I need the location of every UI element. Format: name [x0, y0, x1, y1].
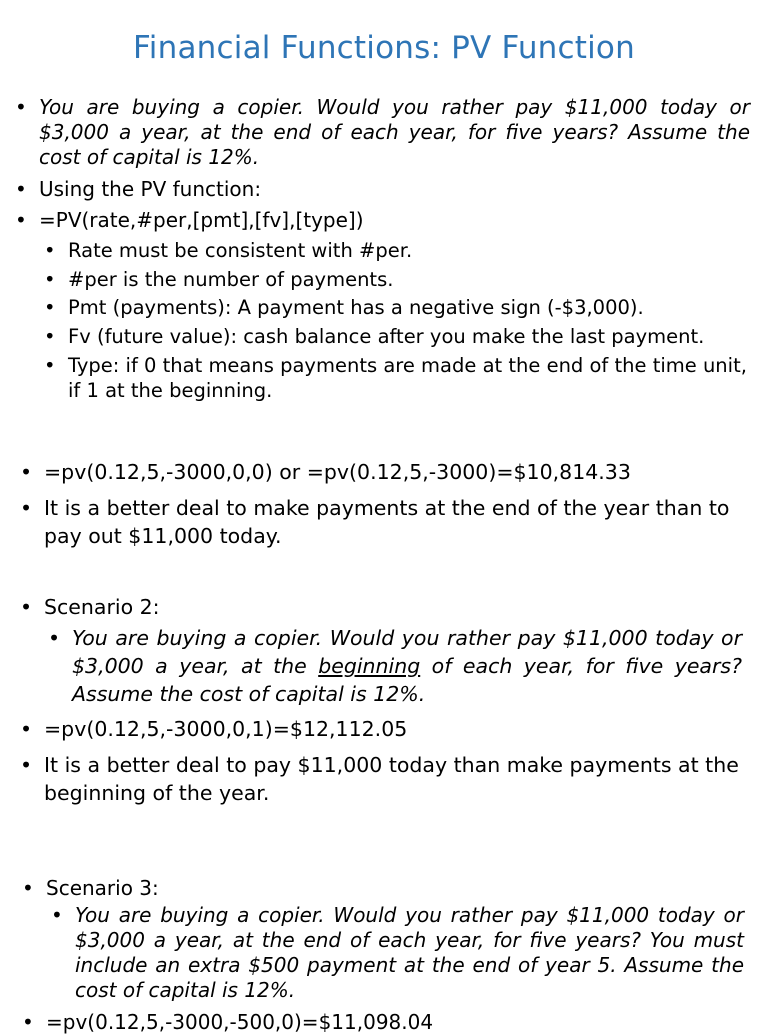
scenario3-label: • Scenario 3:: [46, 875, 750, 901]
scenario2-question: [72, 624, 742, 708]
scenario2-question-start: You are buying a copier. Would you rather pay $11,000 today or $3,000 a year, at the: [72, 626, 742, 678]
scenario2-formula: • =pv(0.12,5,-3000,0,1)=$12,112.05: [44, 715, 742, 743]
scenario1-formula: • =pv(0.12,5,-3000,0,0) or =pv(0.12,5,-3000)=$10,814.33: [44, 458, 742, 486]
scenario2-question-emphasis: beginning: [318, 654, 421, 678]
intro-question: • You are buying a copier. Would you rather pay $11,000 today or $3,000 a year, at the end of each year, for five years? Assume the cost of capital is 12%.: [39, 95, 750, 170]
page-title: Financial Functions: PV Function: [133, 30, 635, 66]
detail-rate: • Rate must be consistent with #per.: [68, 238, 750, 263]
scenario2-question-end: of each year, for five years? Assume the cost of capital is 12%.: [72, 654, 742, 706]
pv-syntax: • =PV(rate,#per,[pmt],[fv],[type]): [39, 208, 750, 233]
scenario1-conclusion: • It is a better deal to make payments at the end of the year than to pay out $11,000 today.: [44, 494, 742, 550]
detail-type: • Type: if 0 that means payments are made at the end of the time unit, if 1 at the beginning.: [68, 353, 750, 403]
scenario3-question: • You are buying a copier. Would you rather pay $11,000 today or $3,000 a year, at the end of each year, for five years? You must include an extra $500 payment at the end of year 5. Assume the cost of capital is 12%.: [75, 903, 744, 1003]
detail-pmt: • Pmt (payments): A payment has a negative sign (-$3,000).: [68, 295, 750, 320]
detail-per: • #per is the number of payments.: [68, 267, 750, 292]
intro-using: • Using the PV function:: [39, 177, 750, 202]
scenario2-conclusion: • It is a better deal to pay $11,000 today than make payments at the beginning of the year.: [44, 751, 742, 807]
detail-fv: • Fv (future value): cash balance after you make the last payment.: [68, 324, 750, 349]
scenario2-label: • Scenario 2:: [44, 593, 742, 621]
scenario3-formula: • =pv(0.12,5,-3000,-500,0)=$11,098.04: [46, 1010, 750, 1035]
